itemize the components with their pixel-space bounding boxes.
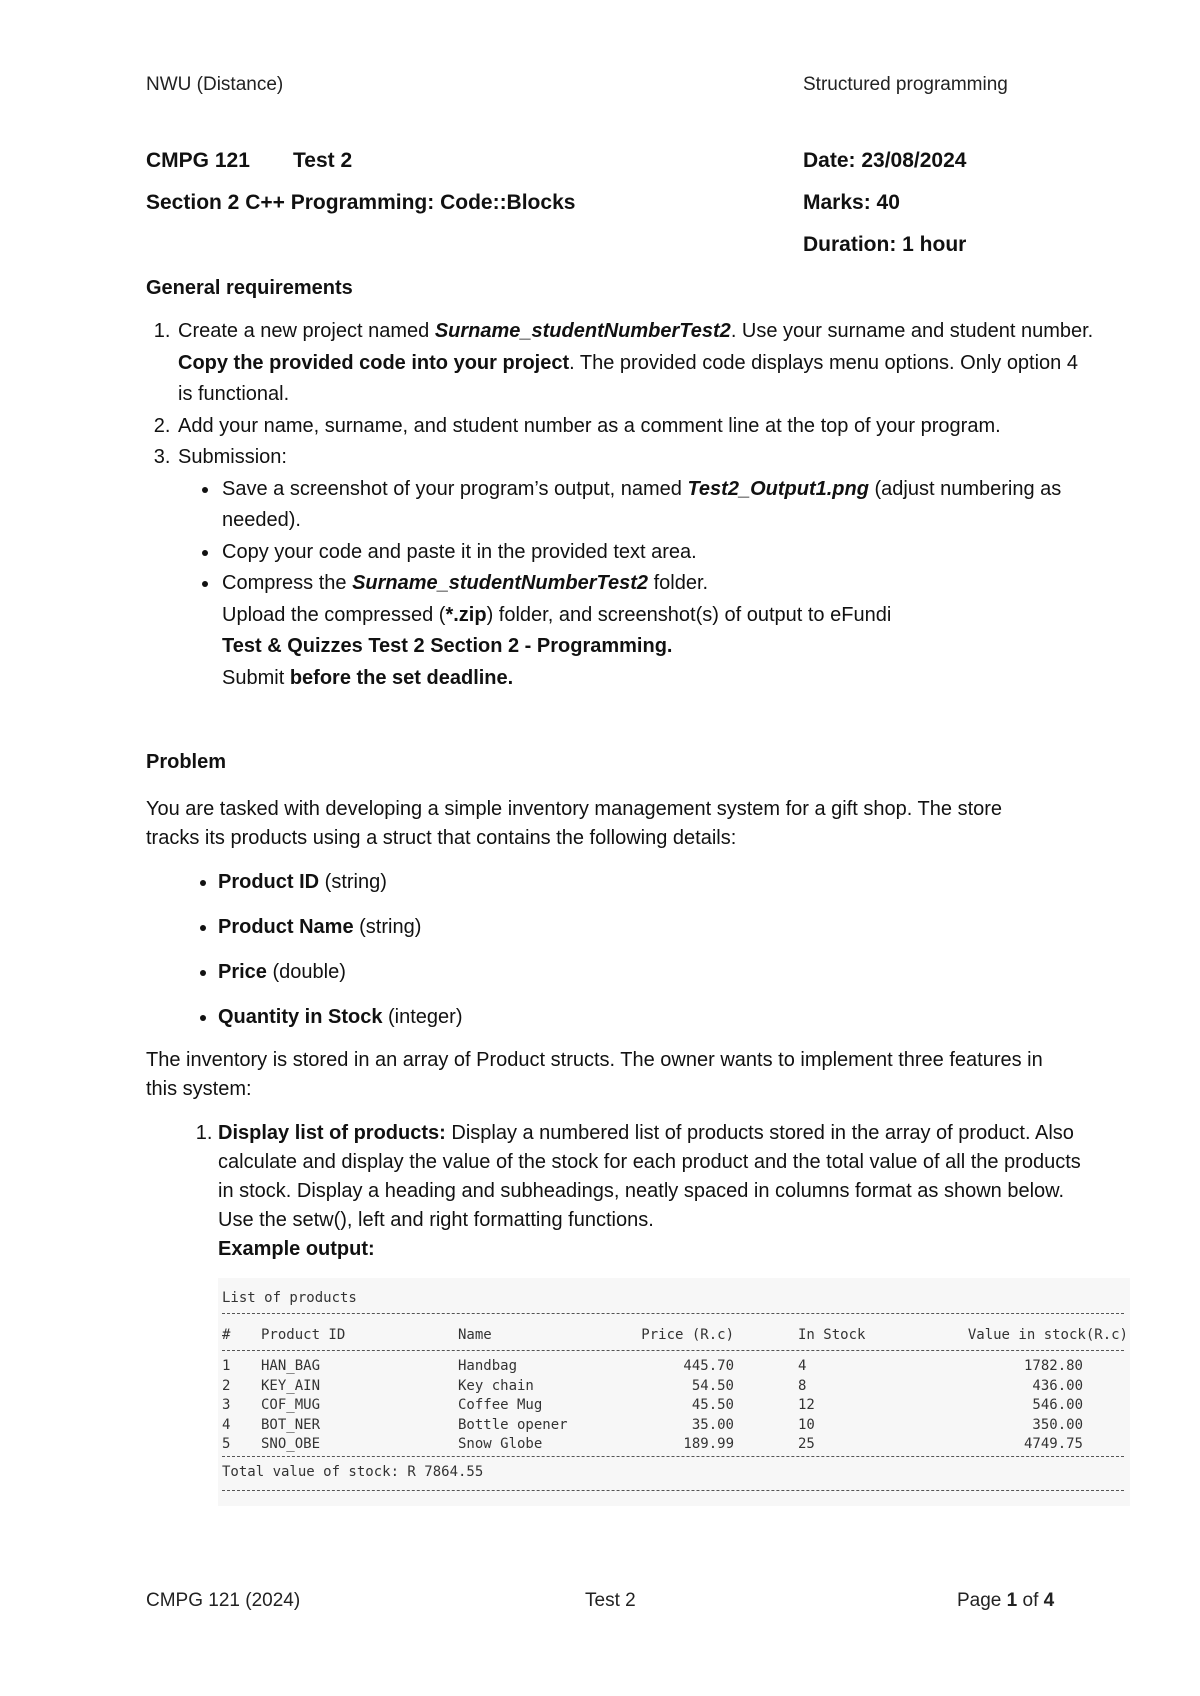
test-marks: Marks: 40 xyxy=(803,191,900,214)
field-name: Product Name xyxy=(218,916,354,938)
field-type: (string) xyxy=(353,916,422,938)
requirement-item xyxy=(176,411,1096,443)
col-header-value: Value in stock(R.c) xyxy=(967,1327,1128,1343)
field-name: Quantity in Stock xyxy=(218,1006,383,1028)
console-title: List of products xyxy=(222,1290,357,1306)
row-in-stock: 8 xyxy=(798,1377,807,1394)
screenshot-filename: Test2_Output1.png xyxy=(687,477,869,500)
row-in-stock: 4 xyxy=(798,1358,807,1374)
folder-name: Surname_studentNumberTest2 xyxy=(352,572,649,594)
divider xyxy=(222,1350,1124,1351)
requirements-heading: General requirements xyxy=(146,277,353,299)
req1-e: . The provided code displays menu options. Only option 4 is functional. xyxy=(178,351,1078,405)
row-price: 35.00 xyxy=(691,1416,734,1433)
row-price: 45.50 xyxy=(691,1397,734,1413)
submit-deadline: before the set deadline. xyxy=(289,666,514,689)
section-title: Section 2 C++ Programming: Code::Blocks xyxy=(146,191,576,214)
footer-left: CMPG 121 (2024) xyxy=(146,1590,301,1611)
current-page: 1 xyxy=(1006,1590,1018,1611)
submission-item xyxy=(220,537,1096,569)
submission-item xyxy=(220,568,1096,694)
sub1-a: Save a screenshot of your program’s output, named xyxy=(222,477,688,500)
features-intro: The inventory is stored in an array of Product structs. The owner wants to implement three features in this system: xyxy=(146,1049,1043,1100)
field-name: Price xyxy=(218,961,267,983)
features-list xyxy=(176,1119,1098,1264)
tests-location: Test & Quizzes Test 2 Section 2 - Programming. xyxy=(222,635,673,657)
problem-heading: Problem xyxy=(146,751,227,773)
feature-title: Display list of products: xyxy=(218,1122,446,1144)
problem-intro: You are tasked with developing a simple inventory management system for a gift shop. The store tracks its products using a struct that contains the following details: xyxy=(146,798,1003,849)
divider xyxy=(222,1456,1124,1457)
struct-fields-list xyxy=(176,869,463,1049)
row-product-name: Key chain xyxy=(458,1377,534,1394)
row-product-id: HAN_BAG xyxy=(261,1358,321,1374)
page-word: Page xyxy=(957,1590,1007,1611)
row-product-id: KEY_AIN xyxy=(261,1377,321,1394)
field-type: (string) xyxy=(319,871,387,893)
upload-zip: *.zip xyxy=(445,603,487,626)
col-header-name: Name xyxy=(458,1327,492,1343)
test-name: Test 2 xyxy=(293,149,353,172)
row-product-id: COF_MUG xyxy=(261,1397,321,1413)
row-in-stock: 10 xyxy=(798,1416,815,1433)
row-stock-value: 546.00 xyxy=(1032,1397,1083,1413)
test-date: Date: 23/08/2024 xyxy=(803,149,967,172)
row-price: 445.70 xyxy=(683,1358,734,1374)
req1-c: . Use your surname and student number. xyxy=(730,320,1094,342)
upload-c: ) folder, and screenshot(s) of output to eFundi xyxy=(486,603,892,626)
row-stock-value: 1782.80 xyxy=(1023,1358,1083,1374)
struct-field xyxy=(218,959,463,1004)
row-in-stock: 25 xyxy=(798,1436,815,1452)
requirements-list xyxy=(146,316,1096,694)
submission-item xyxy=(220,474,1096,537)
row-stock-value: 436.00 xyxy=(1032,1377,1083,1394)
req1-d: Copy the provided code into your project xyxy=(178,351,570,374)
col-header-stock: In Stock xyxy=(798,1327,866,1343)
test-duration: Duration: 1 hour xyxy=(803,233,967,256)
row-num: 3 xyxy=(222,1397,231,1413)
upload-a: Upload the compressed ( xyxy=(222,603,446,626)
row-product-name: Coffee Mug xyxy=(458,1397,543,1413)
total-pages: 4 xyxy=(1043,1590,1055,1611)
row-product-name: Snow Globe xyxy=(458,1436,543,1452)
col-header-num: # xyxy=(222,1327,231,1343)
struct-field xyxy=(218,1004,463,1049)
req3-label: Submission: xyxy=(178,446,287,468)
col-header-id: Product ID xyxy=(261,1327,346,1343)
divider xyxy=(222,1490,1124,1491)
example-output-label: Example output: xyxy=(218,1238,375,1260)
requirement-item xyxy=(176,316,1096,411)
row-in-stock: 12 xyxy=(798,1397,815,1413)
project-name: Surname_studentNumberTest2 xyxy=(434,320,731,342)
submission-list xyxy=(178,474,1096,695)
field-type: (double) xyxy=(266,961,346,983)
footer-center: Test 2 xyxy=(585,1590,636,1611)
divider xyxy=(222,1313,1124,1314)
row-num: 4 xyxy=(222,1416,231,1433)
struct-field xyxy=(218,914,463,959)
row-num: 2 xyxy=(222,1377,231,1394)
struct-field xyxy=(218,869,463,914)
feature-text: Display a numbered list of products stored in the array of product. Also calculate and display the value of the stock for each product and the total value of all the products in stock. Display a heading and subheadings, neatly spaced in columns format as shown below. Use the setw(), left and right formatting functions. xyxy=(218,1122,1081,1231)
row-product-name: Handbag xyxy=(458,1358,518,1374)
sub2-text: Copy your code and paste it in the provided text area. xyxy=(222,540,697,563)
page-header-left: NWU (Distance) xyxy=(146,74,284,95)
row-num: 1 xyxy=(222,1358,231,1374)
page-of: of xyxy=(1017,1590,1044,1611)
row-stock-value: 350.00 xyxy=(1032,1416,1083,1433)
console-output xyxy=(218,1278,1130,1506)
req1-a: Create a new project named xyxy=(178,320,435,342)
field-type: (integer) xyxy=(382,1006,463,1028)
submit-a: Submit xyxy=(222,666,290,689)
row-price: 54.50 xyxy=(691,1377,734,1394)
row-product-id: SNO_OBE xyxy=(261,1436,321,1452)
feature-item xyxy=(218,1119,1098,1264)
sub3-c: folder. xyxy=(648,572,709,594)
total-stock-value: Total value of stock: R 7864.55 xyxy=(222,1464,484,1480)
requirement-item xyxy=(176,442,1096,694)
row-product-id: BOT_NER xyxy=(261,1416,321,1433)
page-number xyxy=(957,1590,1054,1612)
course-code: CMPG 121 xyxy=(146,149,250,172)
page-header-right: Structured programming xyxy=(803,74,1008,95)
sub3-a: Compress the xyxy=(222,572,353,594)
row-num: 5 xyxy=(222,1436,231,1452)
sub1-c: (adjust numbering as needed). xyxy=(222,477,1062,531)
row-price: 189.99 xyxy=(683,1436,734,1452)
field-name: Product ID xyxy=(218,871,320,893)
req2-text: Add your name, surname, and student number as a comment line at the top of your program. xyxy=(178,414,1001,437)
row-stock-value: 4749.75 xyxy=(1023,1436,1083,1452)
row-product-name: Bottle opener xyxy=(458,1416,568,1433)
col-header-price: Price (R.c) xyxy=(641,1327,734,1343)
